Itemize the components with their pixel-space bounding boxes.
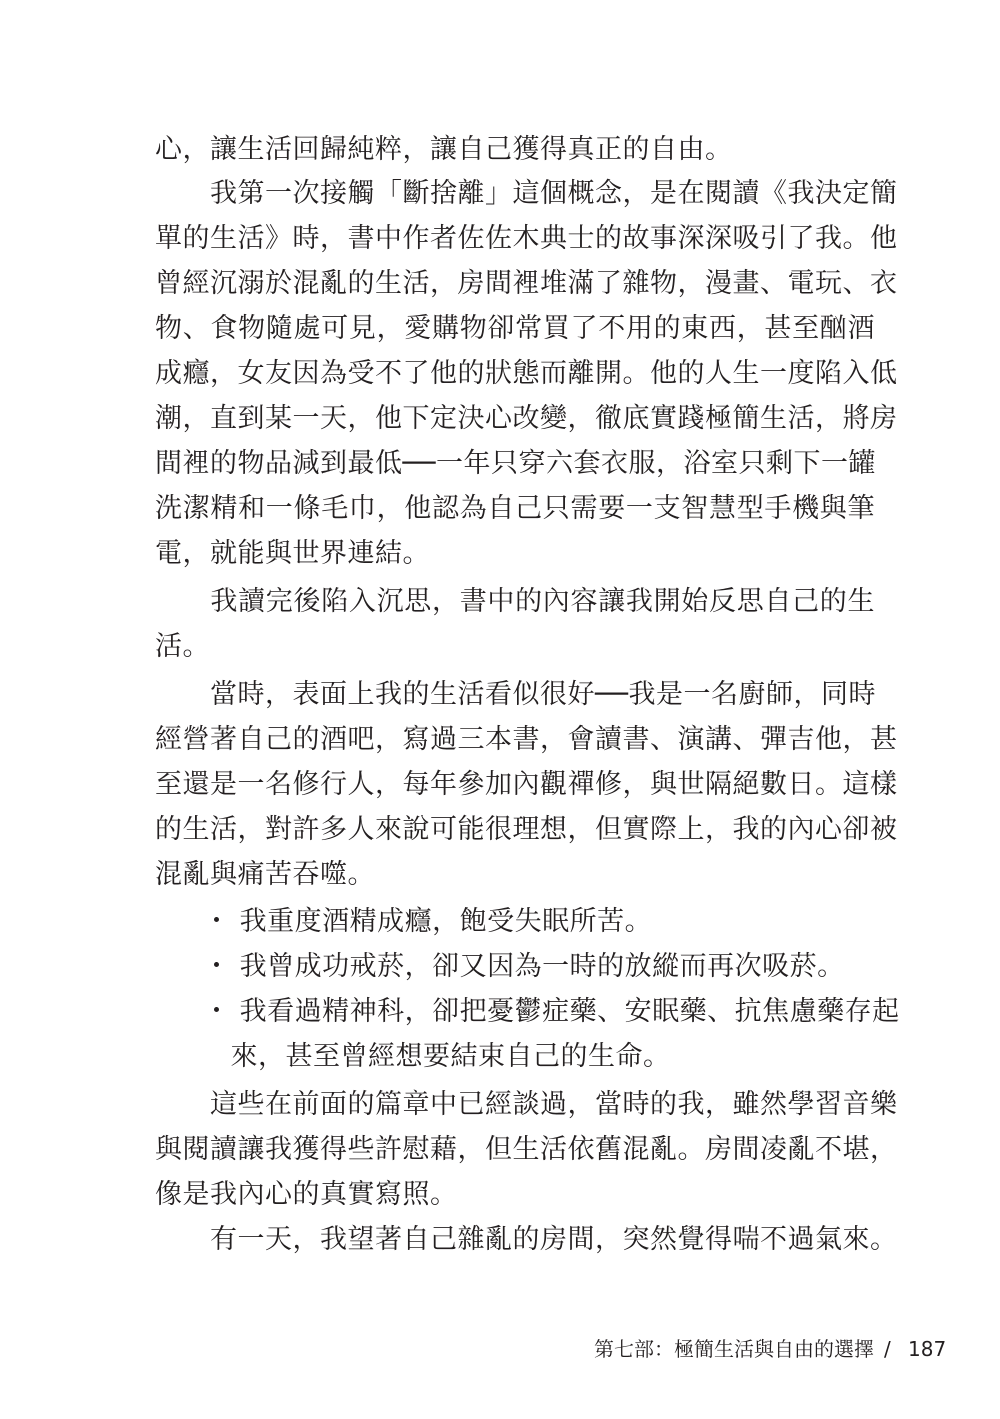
footer-separator: / — [884, 1337, 891, 1361]
text-line: 當時，表面上我的生活看似很好──我是一名廚師，同時 — [155, 679, 877, 710]
page-number: 187 — [908, 1337, 947, 1361]
bullet-item: ・ 我重度酒精成癮，飽受失眠所苦。 — [203, 906, 653, 937]
text-line: 電，就能與世界連結。 — [155, 538, 430, 569]
bullet-item: ・ 我曾成功戒菸，卻又因為一時的放縱而再次吸菸。 — [203, 951, 845, 982]
text-line: 至還是一名修行人，每年參加內觀禪修，與世隔絕數日。這樣 — [155, 769, 898, 800]
bullet-item: ・ 我看過精神科，卻把憂鬱症藥、安眠藥、抗焦慮藥存起 — [203, 996, 900, 1027]
text-line: 經營著自己的酒吧，寫過三本書，會讀書、演講、彈吉他，甚 — [155, 724, 898, 755]
text-line: 我第一次接觸「斷捨離」這個概念，是在閱讀《我決定簡 — [155, 178, 898, 209]
text-line: 有一天，我望著自己雜亂的房間，突然覺得喘不過氣來。 — [155, 1224, 898, 1255]
text-line: 混亂與痛苦吞噬。 — [155, 859, 375, 890]
chapter-title: 第七部：極簡生活與自由的選擇 — [594, 1337, 874, 1361]
text-line: 像是我內心的真實寫照。 — [155, 1179, 458, 1210]
text-line: 曾經沉溺於混亂的生活，房間裡堆滿了雜物，漫畫、電玩、衣 — [155, 268, 898, 299]
text-line: 的生活，對許多人來說可能很理想，但實際上，我的內心卻被 — [155, 814, 898, 845]
text-line: 活。 — [155, 631, 210, 662]
text-line: 間裡的物品減到最低──一年只穿六套衣服，浴室只剩下一罐 — [155, 448, 877, 479]
text-line: 這些在前面的篇章中已經談過，當時的我，雖然學習音樂 — [155, 1089, 898, 1120]
text-line: 心，讓生活回歸純粹，讓自己獲得真正的自由。 — [155, 134, 733, 165]
text-line: 洗潔精和一條毛巾，他認為自己只需要一支智慧型手機與筆 — [155, 493, 875, 524]
running-footer — [560, 1334, 950, 1364]
bullet-item-continued: 來，甚至曾經想要結束自己的生命。 — [203, 1041, 671, 1072]
text-line: 物、食物隨處可見，愛購物卻常買了不用的東西，甚至酗酒 — [155, 313, 875, 344]
text-line: 與閱讀讓我獲得些許慰藉，但生活依舊混亂。房間凌亂不堪， — [155, 1134, 898, 1165]
text-line: 我讀完後陷入沉思，書中的內容讓我開始反思自己的生 — [155, 586, 875, 617]
text-line: 潮，直到某一天，他下定決心改變，徹底實踐極簡生活，將房 — [155, 403, 898, 434]
text-line: 單的生活》時，書中作者佐佐木典士的故事深深吸引了我。他 — [155, 223, 898, 254]
text-line: 成癮，女友因為受不了他的狀態而離開。他的人生一度陷入低 — [155, 358, 898, 389]
